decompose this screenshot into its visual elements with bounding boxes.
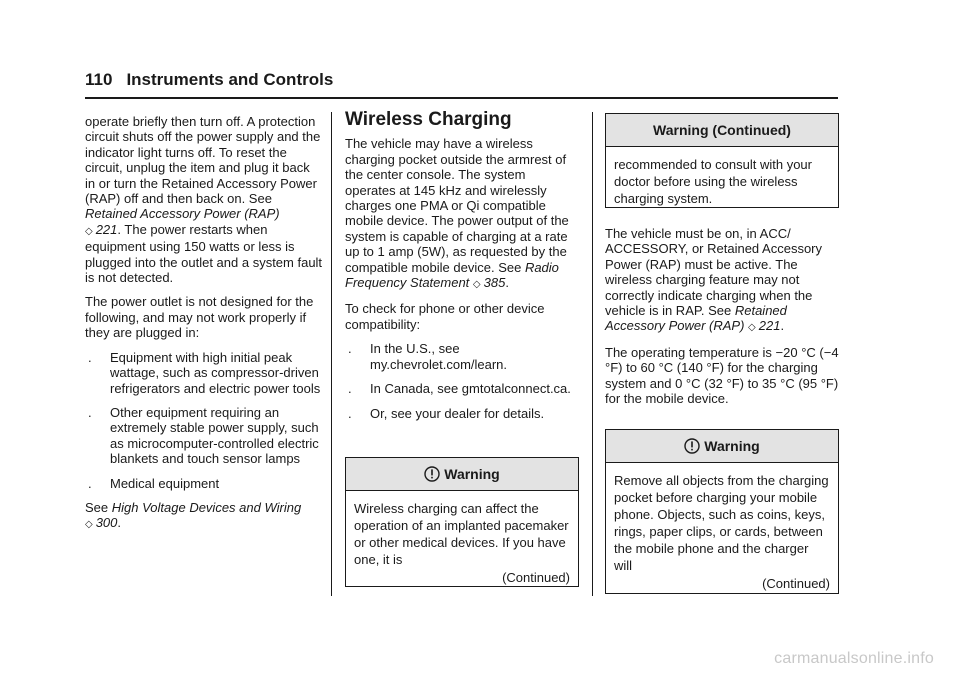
warning-text: Wireless charging can affect the operation of an implanted pacemaker or other medical devices. If you have one, it is — [354, 501, 569, 567]
warning-icon — [424, 466, 440, 482]
warning-body — [606, 147, 838, 213]
column-left — [85, 114, 323, 542]
page-reference[interactable]: 221 — [758, 318, 781, 334]
warning-box-wireless — [345, 457, 579, 587]
paragraph: The power outlet is not designed for the following, and may not work properly if they are plugged in: — [85, 294, 314, 341]
paragraph-text: operate briefly then turn off. A protection circuit shuts off the power supply and the indicator light turns off. To reset the circuit, unplug the item and plug it back in or turn the Retained Accessory Power (RAP) off and then back on. See — [85, 114, 321, 207]
punctuation: . — [780, 318, 785, 334]
list-item — [345, 341, 579, 372]
paragraph: The operating temperature is −20 °C (−4 °F) to 60 °C (140 °F) for the charging system and 0 °C (32 °F) to 35 °C (95 °F) for the mobile device. — [605, 344, 839, 407]
section-heading: Wireless Charging — [345, 109, 512, 130]
warning-header — [606, 114, 838, 147]
warning-title: Warning — [704, 438, 760, 454]
section-title: Instruments and Controls — [126, 70, 334, 89]
bullet-icon: . — [88, 475, 92, 491]
list-item-text: Medical equipment — [110, 475, 220, 491]
page-ref-icon: ◇ — [85, 225, 93, 237]
warning-icon — [684, 438, 700, 454]
cross-reference[interactable]: Retained Accessory Power (RAP) — [605, 303, 787, 334]
list-item-text: Equipment with high initial peak wattage, such as compressor-driven refrigerators and electric power tools — [110, 349, 321, 396]
list-item-text: In Canada, see gmtotalconnect.ca. — [370, 381, 571, 397]
watermark: carmanualsonline.info — [774, 650, 934, 667]
list-item — [345, 406, 579, 421]
cross-reference[interactable]: Radio Frequency Statement — [345, 259, 559, 291]
continued-label: (Continued) — [502, 570, 570, 585]
page-reference[interactable]: 300 — [95, 515, 118, 531]
paragraph — [605, 226, 841, 336]
warning-box-continued — [605, 113, 839, 208]
warning-box-objects — [605, 429, 839, 594]
paragraph-text: The vehicle must be on, in ACC/ ACCESSORY, or Retained Accessory Power (RAP) must be active. The wireless charging feature may not correctly indicate charging when the vehicle is in RAP. See — [605, 226, 823, 319]
column-divider-1 — [331, 112, 332, 596]
warning-header — [346, 458, 578, 491]
punctuation: . — [505, 275, 509, 291]
bullet-icon: . — [88, 349, 92, 365]
paragraph — [85, 114, 323, 285]
paragraph: To check for phone or other device compatibility: — [345, 301, 545, 332]
page-header — [85, 70, 333, 90]
page-reference[interactable]: 221 — [95, 221, 118, 237]
paragraph-text: The vehicle may have a wireless charging pocket outside the armrest of the center console. The system operates at 145 kHz and wirelessly charges one PMA or Qi compatible mobile device. The power output of the system is capable of charging at a rate up to 1 amp (5W), as requested by the compatible mobile device. See — [345, 136, 569, 275]
list-item-text: Or, see your dealer for details. — [370, 405, 545, 421]
page-number: 110 — [85, 70, 113, 89]
list-item-text: Other equipment requiring an extremely stable power supply, such as microcomputer-controlled electric blankets and touch sensor lamps — [110, 404, 319, 467]
bullet-icon: . — [88, 404, 92, 420]
page-ref-icon: ◇ — [472, 279, 481, 291]
list-item — [85, 476, 323, 491]
warning-body — [606, 463, 838, 598]
header-rule — [85, 97, 838, 99]
list-item — [85, 350, 323, 396]
warning-header — [606, 430, 838, 463]
page-ref-icon: ◇ — [748, 322, 756, 334]
cross-reference[interactable]: Retained Accessory Power (RAP) — [85, 206, 280, 222]
bullet-icon: . — [348, 341, 352, 357]
continued-label: (Continued) — [762, 576, 830, 591]
see-prefix: See — [85, 499, 112, 515]
bullet-icon: . — [348, 381, 352, 397]
paragraph — [345, 136, 579, 292]
column-middle — [345, 109, 579, 430]
list-item — [85, 405, 323, 467]
punctuation: . — [117, 515, 122, 531]
bullet-icon: . — [348, 405, 352, 421]
warning-text: recommended to consult with your doctor before using the wireless charging system. — [614, 157, 812, 206]
warning-title: Warning — [444, 466, 500, 482]
list-item — [345, 381, 579, 396]
paragraph-text: . The power restarts when equipment using 150 watts or less is plugged into the outlet and a system fault is not detected. — [85, 221, 323, 286]
cross-reference[interactable]: High Voltage Devices and Wiring — [111, 499, 302, 515]
page-ref-icon: ◇ — [85, 519, 93, 531]
column-divider-2 — [592, 112, 593, 596]
page-reference[interactable]: 385 — [483, 275, 506, 291]
list-item-text: In the U.S., see my.chevrolet.com/learn. — [370, 341, 508, 372]
warning-text: Remove all objects from the charging pocket before charging your mobile phone. Objects, such as coins, keys, rings, paper clips, or cards, between the mobile phone and the charger will — [614, 473, 829, 573]
warning-body — [346, 491, 578, 592]
see-reference — [85, 500, 323, 533]
warning-title: Warning (Continued) — [653, 122, 791, 138]
column-right — [605, 226, 841, 415]
